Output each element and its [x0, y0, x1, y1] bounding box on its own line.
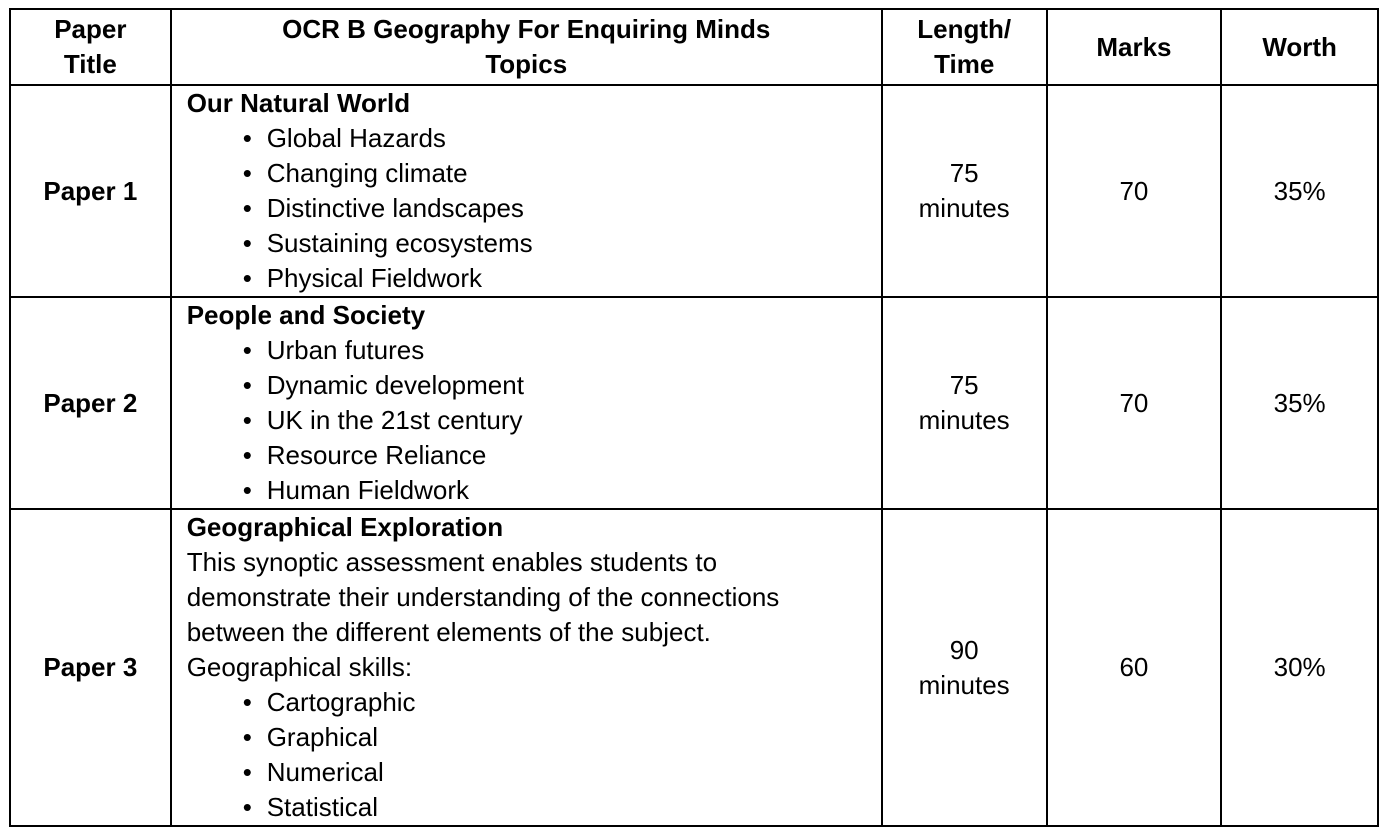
topic-heading: Geographical Exploration — [186, 512, 504, 542]
worth-cell: 35% — [1221, 85, 1378, 297]
header-topics — [171, 9, 882, 85]
header-length-line1: Length/ — [917, 14, 1012, 44]
header-paper-title — [10, 9, 171, 85]
table-row — [10, 297, 1378, 509]
topic-list — [187, 121, 875, 296]
bullet-icon: • — [242, 335, 252, 365]
topic-list-item — [243, 333, 875, 368]
marks-cell: 60 — [1047, 509, 1222, 826]
topic-item-label: Global Hazards — [266, 123, 446, 153]
header-paper-title-line1: Paper — [54, 14, 127, 44]
length-time-line: 75 — [949, 370, 979, 400]
bullet-icon: • — [242, 193, 252, 223]
topic-list-item — [243, 720, 875, 755]
header-marks: Marks — [1047, 9, 1222, 85]
length-time-line: minutes — [918, 669, 1010, 700]
topic-list-item — [243, 685, 875, 720]
length-time-line: minutes — [918, 405, 1010, 435]
header-paper-title-line2: Title — [63, 49, 117, 79]
header-length-time — [882, 9, 1047, 85]
marks-cell: 70 — [1047, 297, 1222, 509]
bullet-icon: • — [242, 228, 252, 258]
topic-item-label: Graphical — [266, 722, 378, 752]
topics-cell — [171, 85, 882, 297]
topic-item-label: UK in the 21st century — [266, 405, 523, 435]
topic-description-line: between the different elements of the subject. — [186, 617, 711, 647]
marks-cell: 70 — [1047, 85, 1222, 297]
table-header — [10, 9, 1378, 85]
topic-item-label: Human Fieldwork — [266, 475, 469, 505]
topic-list — [187, 685, 875, 825]
bullet-icon: • — [242, 757, 252, 787]
length-time-cell — [882, 297, 1047, 509]
topic-item-label: Dynamic development — [266, 370, 524, 400]
topic-list-item — [243, 368, 875, 403]
length-time-line: 90 — [949, 634, 979, 665]
length-time-line: minutes — [918, 193, 1010, 223]
topic-list-item — [243, 156, 875, 191]
paper-title-cell: Paper 3 — [10, 509, 171, 826]
length-time-cell — [882, 85, 1047, 297]
bullet-icon: • — [242, 722, 252, 752]
paper-title-cell: Paper 2 — [10, 297, 171, 509]
exam-papers-table — [9, 8, 1379, 827]
topic-description-line: Geographical skills: — [186, 652, 413, 682]
bullet-icon: • — [242, 158, 252, 188]
header-row — [10, 9, 1378, 85]
topic-description-line: demonstrate their understanding of the connections — [186, 582, 780, 612]
topic-item-label: Changing climate — [266, 158, 468, 188]
bullet-icon: • — [242, 475, 252, 505]
topic-list-item — [243, 191, 875, 226]
topic-item-label: Cartographic — [266, 687, 416, 717]
topic-list-item — [243, 261, 875, 296]
topic-list-item — [243, 438, 875, 473]
bullet-icon: • — [242, 370, 252, 400]
worth-cell: 30% — [1221, 509, 1378, 826]
topic-list-item — [243, 403, 875, 438]
length-time-line: 75 — [949, 158, 979, 188]
table-row — [10, 509, 1378, 826]
topic-item-label: Distinctive landscapes — [266, 193, 524, 223]
bullet-icon: • — [242, 123, 252, 153]
paper-title-cell: Paper 1 — [10, 85, 171, 297]
table-body — [10, 85, 1378, 826]
topic-item-label: Urban futures — [266, 335, 425, 365]
topic-list-item — [243, 121, 875, 156]
topic-item-label: Sustaining ecosystems — [266, 228, 533, 258]
topic-list-item — [243, 755, 875, 790]
topic-list-item — [243, 790, 875, 825]
header-length-line2: Time — [934, 49, 995, 79]
topic-heading: People and Society — [186, 300, 426, 330]
topic-item-label: Resource Reliance — [266, 440, 487, 470]
header-topics-line2: Topics — [485, 49, 568, 79]
topic-list-item — [243, 473, 875, 508]
topic-heading: Our Natural World — [186, 88, 411, 118]
table-row — [10, 85, 1378, 297]
topic-item-label: Statistical — [266, 792, 378, 822]
bullet-icon: • — [242, 263, 252, 293]
topics-cell — [171, 297, 882, 509]
topic-description-line: This synoptic assessment enables students to — [186, 547, 718, 577]
header-worth: Worth — [1221, 9, 1378, 85]
bullet-icon: • — [242, 405, 252, 435]
header-topics-line1: OCR B Geography For Enquiring Minds — [282, 14, 771, 44]
topic-item-label: Numerical — [266, 757, 384, 787]
topic-list — [187, 333, 875, 508]
bullet-icon: • — [242, 792, 252, 822]
topics-cell — [171, 509, 882, 826]
bullet-icon: • — [242, 440, 252, 470]
worth-cell: 35% — [1221, 297, 1378, 509]
topic-list-item — [243, 226, 875, 261]
topic-item-label: Physical Fieldwork — [266, 263, 482, 293]
length-time-cell — [882, 509, 1047, 826]
bullet-icon: • — [242, 687, 252, 717]
